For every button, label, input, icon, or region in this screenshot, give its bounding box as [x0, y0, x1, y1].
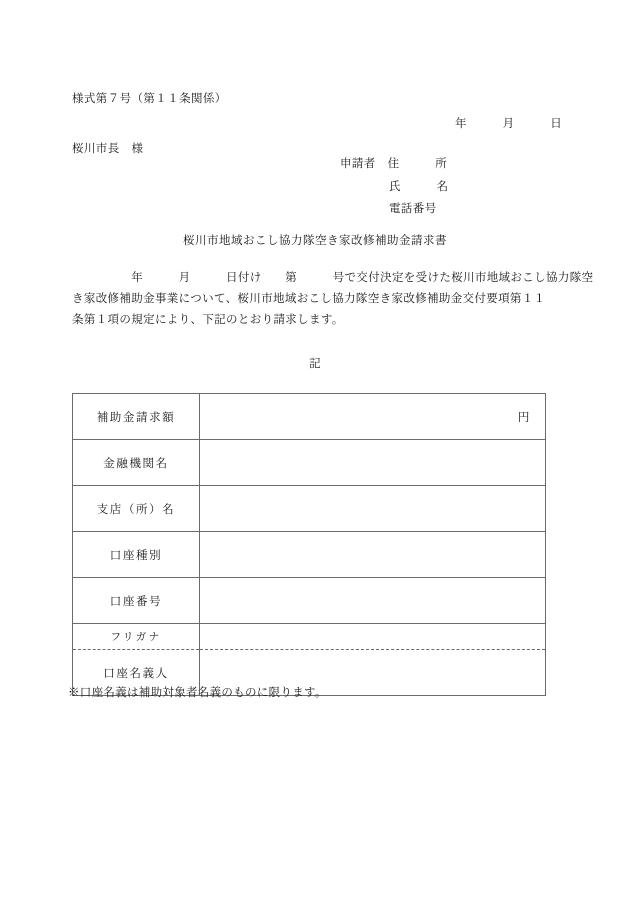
row-value-account-number[interactable]: [200, 578, 546, 624]
row-value-subsidy-amount[interactable]: 円: [200, 394, 546, 440]
applicant-label: 申請者: [340, 158, 376, 170]
row-label-account-holder: 口座名義人: [73, 650, 200, 696]
applicant-phone-label: 電話番号: [389, 203, 437, 216]
applicant-address-label: 住 所: [387, 158, 448, 170]
row-value-account-type[interactable]: [200, 532, 546, 578]
applicant-block: [340, 157, 449, 218]
addressee: 桜川市長 様: [72, 143, 144, 155]
table-row: [73, 532, 546, 578]
body-paragraph: [72, 268, 594, 331]
form-number: 様式第７号（第１１条関係）: [72, 93, 227, 105]
applicant-address-line: [340, 157, 449, 173]
body-line-2: き家改修補助金事業について、桜川市地域おこし協力隊空き家改修補助金交付要項第１１: [72, 293, 546, 305]
table-row-furigana: [73, 624, 546, 650]
ki-marker: 記: [309, 358, 321, 370]
bank-details-table: [72, 393, 546, 696]
body-line-1: 年 月 日付け 第 号で交付決定を受けた桜川市地域おこし協力隊空: [72, 272, 594, 284]
row-label-furigana: フリガナ: [73, 624, 200, 650]
table-row: [73, 578, 546, 624]
footnote: ※口座名義は補助対象者名義のものに限ります。: [68, 687, 327, 699]
table-row: [73, 394, 546, 440]
table-row: [73, 486, 546, 532]
row-label-subsidy-amount: 補助金請求額: [73, 394, 200, 440]
row-label-account-type: 口座種別: [73, 532, 200, 578]
applicant-name-label: 氏 名: [389, 180, 449, 193]
row-value-branch-name[interactable]: [200, 486, 546, 532]
date-line: 年 月 日: [455, 118, 563, 130]
row-label-bank-name: 金融機関名: [73, 440, 200, 486]
body-line-3: 条第１項の規定により、下記のとおり請求します。: [72, 314, 344, 326]
row-value-furigana[interactable]: [200, 624, 546, 650]
row-value-bank-name[interactable]: [200, 440, 546, 486]
row-label-account-number: 口座番号: [73, 578, 200, 624]
document-title: 桜川市地域おこし協力隊空き家改修補助金請求書: [183, 235, 447, 247]
table-row: [73, 440, 546, 486]
row-label-branch-name: 支店（所）名: [73, 486, 200, 532]
